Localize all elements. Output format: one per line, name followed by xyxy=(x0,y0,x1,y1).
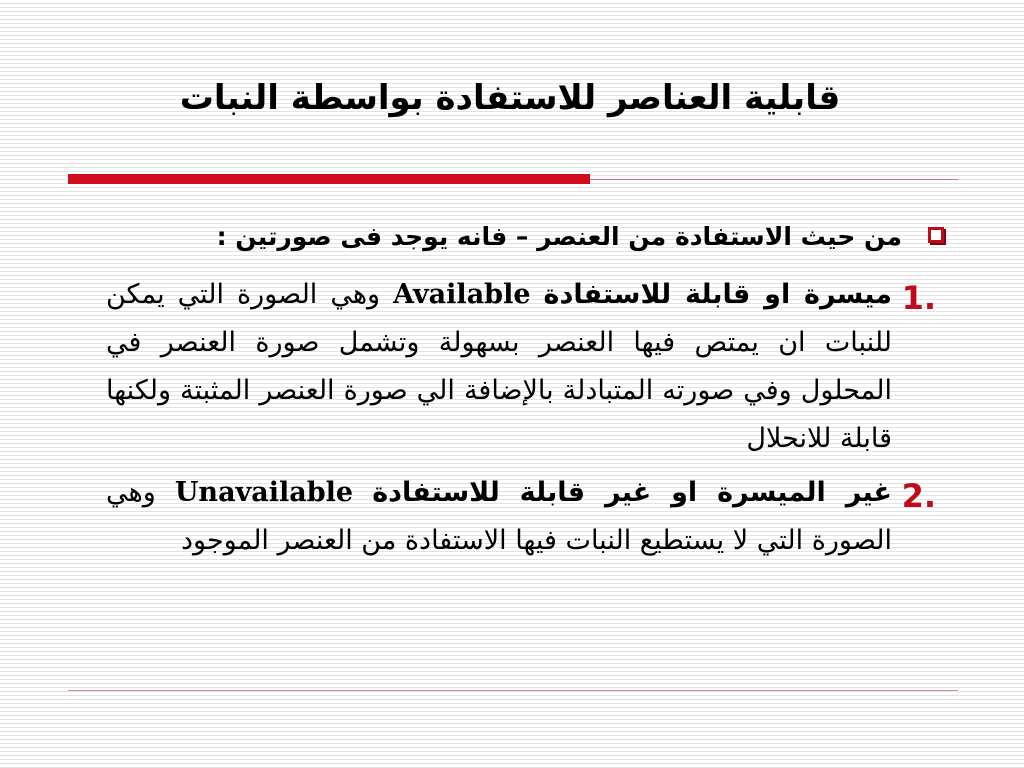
title-divider xyxy=(68,174,958,186)
item-text xyxy=(106,469,892,565)
item-term: Unavailable xyxy=(174,477,354,508)
numbered-item-2 xyxy=(70,469,950,565)
item-description: وهي الصورة التي لا يستطيع النبات فيها الاستفادة من العنصر الموجود xyxy=(106,477,892,556)
footer-divider xyxy=(68,690,958,691)
slide-title: قابلية العناصر للاستفادة بواسطة النبات xyxy=(179,78,841,118)
bullet-item xyxy=(70,215,950,267)
bullet-text: من حيث الاستفادة من العنصر – فانه يوجد فى صورتين : xyxy=(216,222,902,251)
divider-accent-bar xyxy=(68,174,590,184)
item-number: 2. xyxy=(901,477,936,515)
item-lead: غير الميسرة او غير قابلة للاستفادة xyxy=(372,477,892,508)
item-lead: ميسرة او قابلة للاستفادة xyxy=(543,279,892,310)
item-text xyxy=(106,271,892,463)
item-description: وهي الصورة التي يمكن للنبات ان يمتص فيها العنصر بسهولة وتشمل صورة العنصر في المحلول وفي صورته المتبادلة بالإضافة الي صورة العنصر المثبتة ولكنها قابلة للانحلال xyxy=(106,279,892,454)
square-bullet-icon xyxy=(928,227,944,243)
numbered-item-1 xyxy=(70,271,950,463)
item-number: 1. xyxy=(901,279,936,317)
slide-content xyxy=(70,215,950,565)
item-term: Available xyxy=(393,279,531,310)
